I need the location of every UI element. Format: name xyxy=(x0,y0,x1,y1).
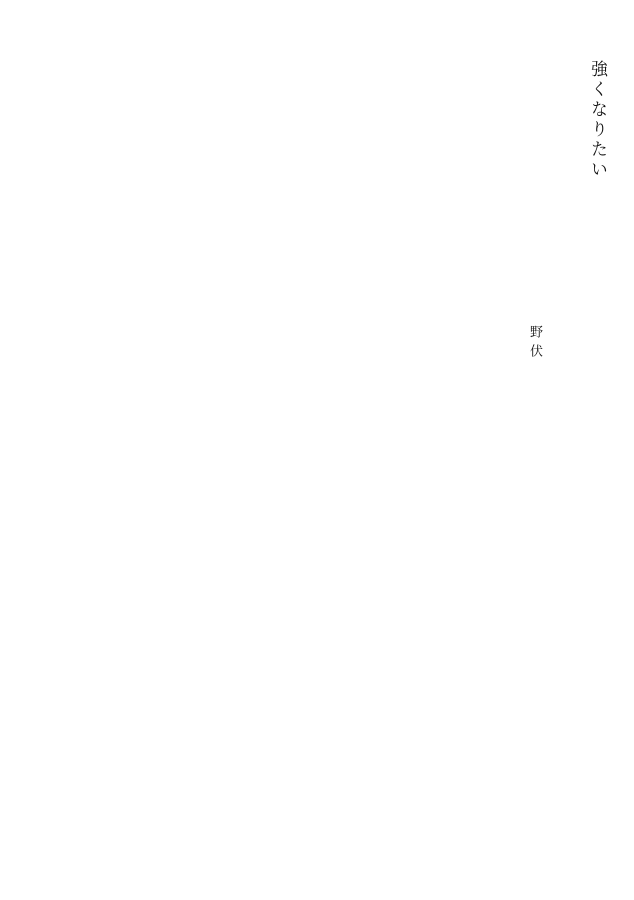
story-title: 強くなりたい xyxy=(587,60,607,180)
lower-text-tier xyxy=(26,460,608,865)
author-name: 野伏 xyxy=(527,325,542,363)
upper-text-tier xyxy=(26,30,608,425)
